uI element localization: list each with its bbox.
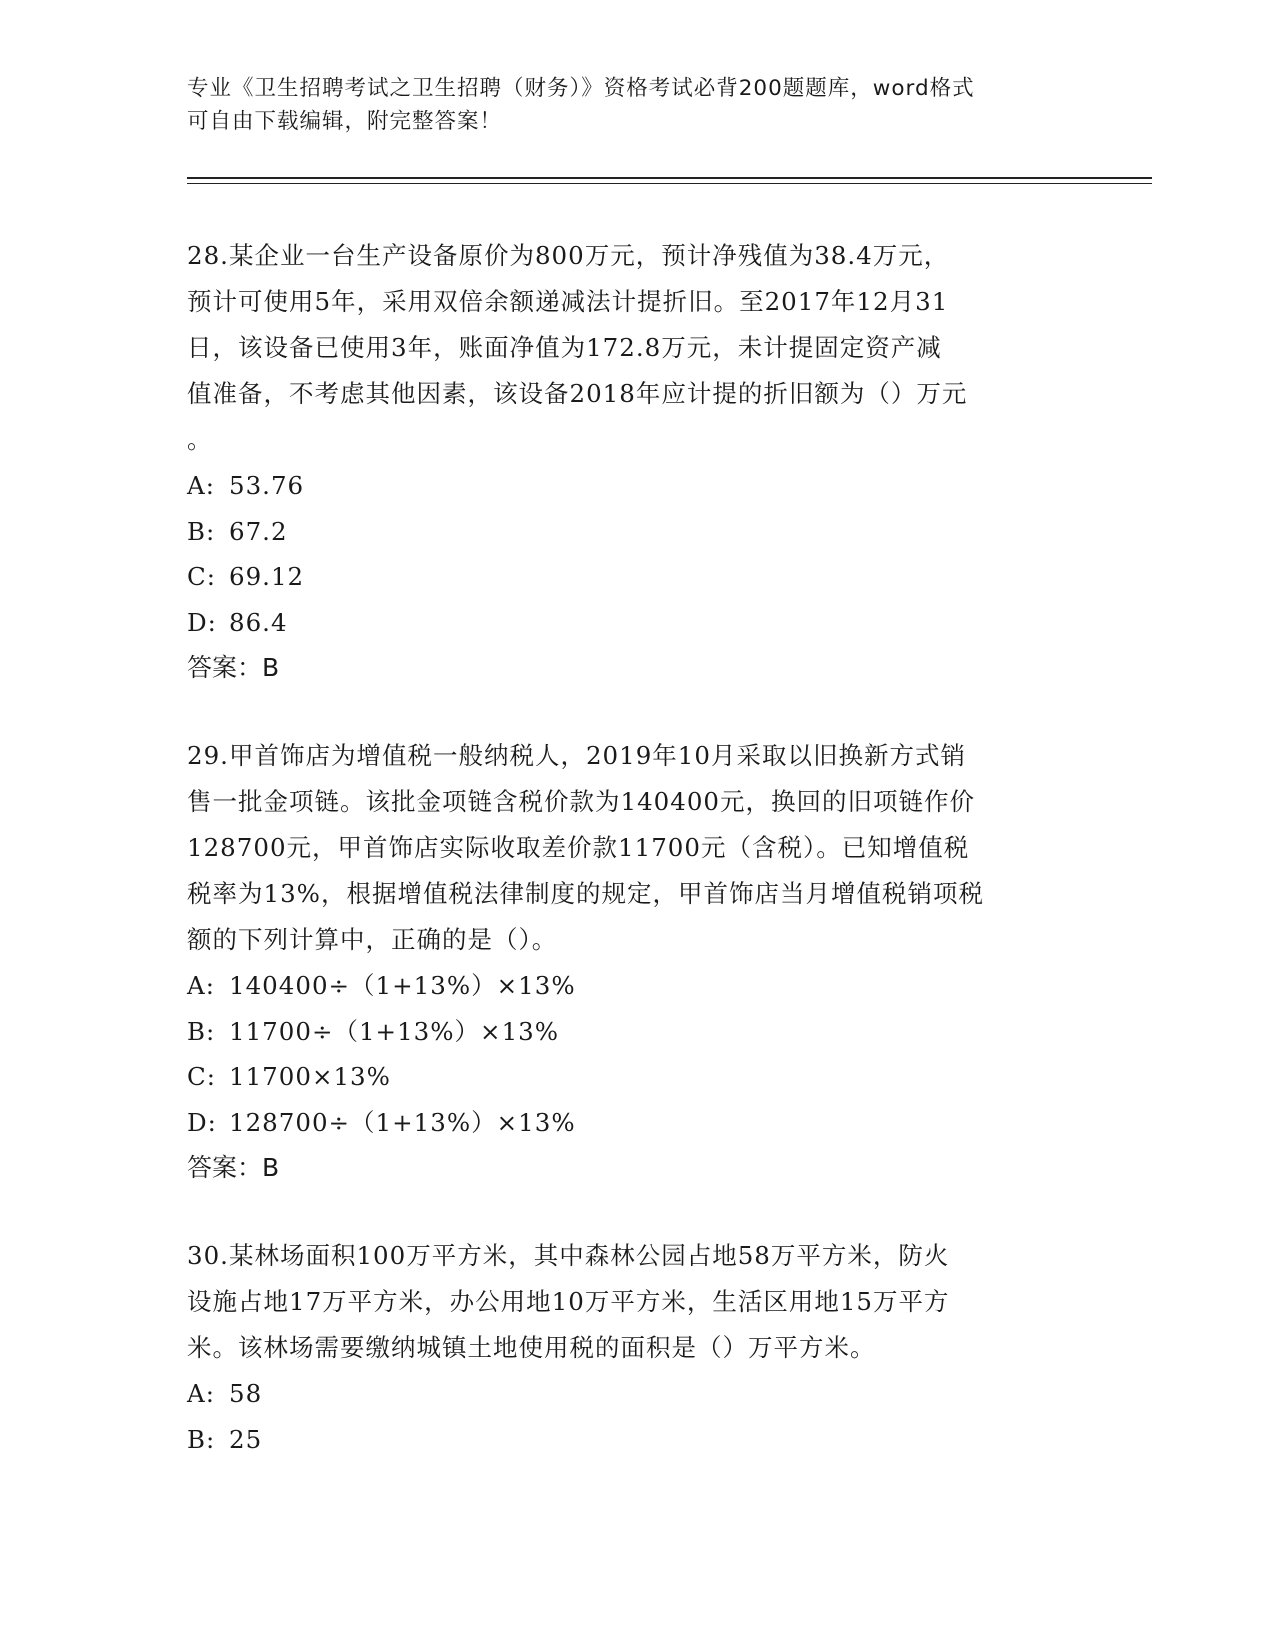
option-text: 11700×13% <box>229 1062 391 1091</box>
option-text: 140400÷（1+13%）×13% <box>229 971 576 1000</box>
option-letter: B: <box>187 1016 216 1046</box>
option-text: 11700÷（1+13%）×13% <box>229 1016 560 1046</box>
option-letter: C: <box>187 562 217 591</box>
stem-line: 售一批金项链。该批金项链含税价款为140400元，换回的旧项链作价 <box>187 787 976 816</box>
option-text: 86.4 <box>229 607 288 637</box>
stem-line: 预计可使用5年，采用双倍余额递减法计提折旧。至2017年12月31 <box>187 287 949 316</box>
option-text: 69.12 <box>229 562 305 591</box>
stem-line: 日，该设备已使用3年，账面净值为172.8万元，未计提固定资产减 <box>187 333 942 362</box>
header-divider-thin <box>187 183 1152 184</box>
option-c <box>187 1054 1087 1100</box>
question-stem <box>187 233 1087 463</box>
option-c <box>187 554 1087 600</box>
option-b <box>187 1417 1087 1463</box>
stem-line: 税率为13%，根据增值税法律制度的规定，甲首饰店当月增值税销项税 <box>187 879 984 908</box>
option-b <box>187 509 1087 555</box>
option-text: 53.76 <box>229 471 305 500</box>
stem-line: 设施占地17万平方米，办公用地10万平方米，生活区用地15万平方 <box>187 1287 950 1316</box>
option-text: 67.2 <box>229 516 288 546</box>
stem-line: 29.甲首饰店为增值税一般纳税人，2019年10月采取以旧换新方式销 <box>187 741 966 770</box>
stem-line: 30.某林场面积100万平方米，其中森林公园占地58万平方米，防火 <box>187 1241 950 1270</box>
question-28 <box>187 233 1087 690</box>
stem-line: 28.某企业一台生产设备原价为800万元，预计净残值为38.4万元， <box>187 241 950 270</box>
stem-line: 128700元，甲首饰店实际收取差价款11700元（含税）。已知增值税 <box>187 833 970 862</box>
option-letter: A: <box>187 471 215 500</box>
header-divider-thick <box>187 177 1152 179</box>
option-letter: B: <box>187 516 216 546</box>
option-b <box>187 1009 1087 1055</box>
answer-key: 答案：B <box>187 653 280 682</box>
option-letter: A: <box>187 1379 215 1408</box>
header-line-2: 可自由下载编辑，附完整答案！ <box>187 109 503 134</box>
question-30 <box>187 1233 1087 1462</box>
question-stem <box>187 733 1087 963</box>
option-letter: B: <box>187 1424 216 1454</box>
option-a <box>187 963 1087 1009</box>
option-letter: D: <box>187 1107 217 1137</box>
option-letter: D: <box>187 607 217 637</box>
stem-line: 值准备，不考虑其他因素，该设备2018年应计提的折旧额为（）万元 <box>187 379 968 408</box>
question-stem <box>187 1233 1087 1371</box>
option-d <box>187 1100 1087 1146</box>
stem-line: 米。该林场需要缴纳城镇土地使用税的面积是（）万平方米。 <box>187 1333 876 1362</box>
option-text: 58 <box>229 1379 263 1408</box>
stem-line: 额的下列计算中，正确的是（）。 <box>187 925 558 954</box>
option-d <box>187 600 1087 646</box>
option-a <box>187 1371 1087 1417</box>
option-text: 25 <box>229 1424 263 1454</box>
header-line-1: 专业《卫生招聘考试之卫生招聘（财务）》资格考试必背200题题库，word格式 <box>187 76 975 101</box>
question-29 <box>187 733 1087 1190</box>
option-text: 128700÷（1+13%）×13% <box>229 1107 576 1137</box>
answer-key: 答案：B <box>187 1153 280 1182</box>
document-header <box>187 72 1067 138</box>
option-a <box>187 463 1087 509</box>
option-letter: A: <box>187 971 215 1000</box>
option-letter: C: <box>187 1062 217 1091</box>
stem-line: 。 <box>187 425 213 454</box>
